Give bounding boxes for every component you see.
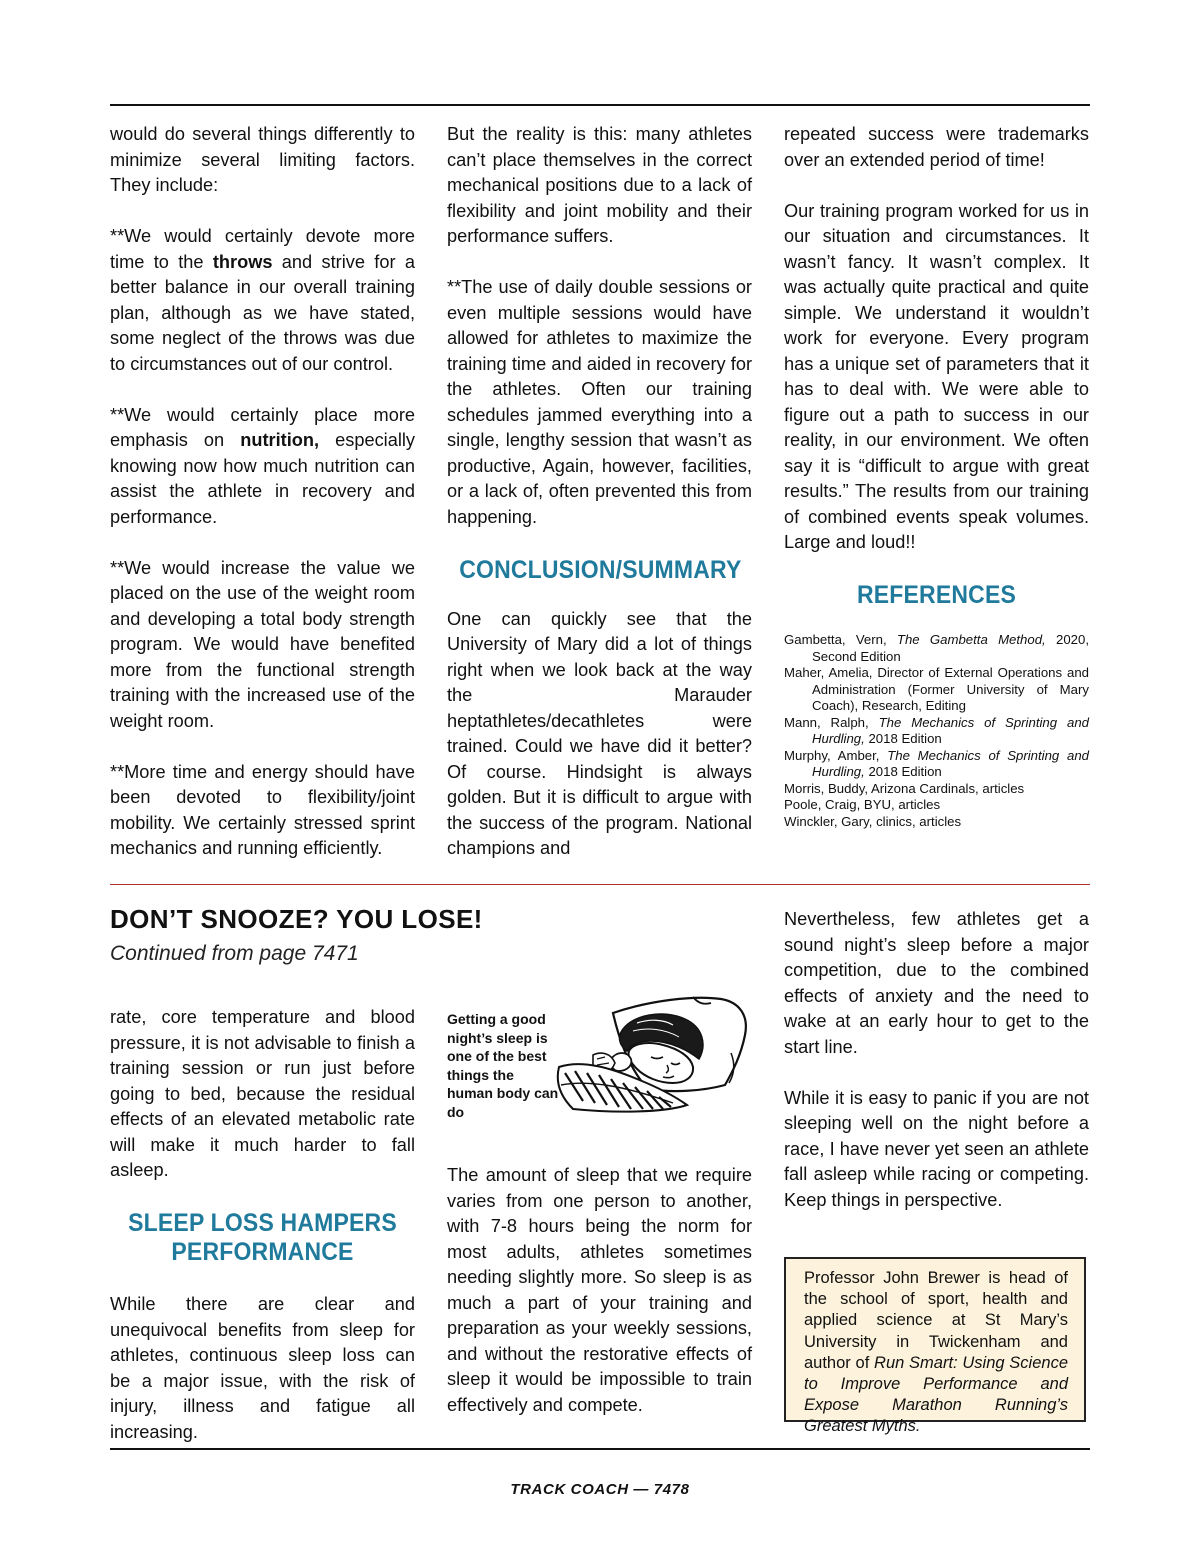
- reference-item: [784, 797, 1089, 814]
- top-column-1: [110, 122, 415, 887]
- reference-item: [784, 781, 1089, 798]
- heading-line: SLEEP LOSS HAMPERS: [128, 1209, 397, 1237]
- bio-text: Professor John Brewer is head of the school of sport, health and applied science at St Mary’s University in Twickenham and author of: [804, 1269, 1068, 1372]
- ref-text: 2018 Edition: [864, 764, 942, 779]
- ref-title: The Gambetta Method,: [896, 632, 1046, 647]
- top-col3-para-program: Our training program worked for us in our situation and circumstances. It wasn’t fancy. It wasn’t complex. It was actually quite practical and quite simple. We understand it wouldn’t work for everyone. Every program has a unique set of parameters that it has to deal with. We were able to figure out a path to success in our reality, in our environment. We often say it is “difficult to argue with great results.” The results from our training of combined events speak volumes. Large and loud!!: [784, 200, 1089, 552]
- ref-title: The Mechanics of Sprinting and Hurdling,: [812, 714, 1089, 746]
- article-col3-para-1: Nevertheless, few athletes get a sound night’s sleep before a major competition, due to the combined effects of anxiety and the need to wake at an early hour to get to the start line.: [784, 909, 1089, 1057]
- reference-item: [784, 748, 1089, 781]
- sleeping-woman-illustration: [553, 993, 753, 1115]
- author-bio: [804, 1268, 1068, 1438]
- throws-emphasis: throws: [212, 251, 273, 272]
- top-col1-para-throws: [110, 224, 415, 377]
- para-text: **We would certainly place more emphasis on: [110, 404, 415, 450]
- article-col3-para-2: While it is easy to panic if you are not sleeping well on the night before a race, I have never yet seen an athlete fall asleep while racing or competing. Keep things in perspective.: [784, 1087, 1089, 1210]
- bottom-rule: [110, 1448, 1090, 1450]
- ref-text: Poole, Craig, BYU, articles: [784, 797, 941, 812]
- conclusion-text: One can quickly see that the University of Mary did a lot of things right when we look back at the way the Marauder heptathletes/decathletes were trained. Could we have did it better? Of course. Hindsight is always golden. But it is difficult to argue with the success of the program. National champions and: [447, 608, 752, 858]
- para-text: and strive for a better balance in our overall training plan, although as we have stated, some neglect of the throws was due to circumstances out of our control.: [110, 251, 415, 374]
- para-text: especially knowing now how much nutrition can assist the athlete in recovery and performance.: [110, 430, 415, 527]
- reference-item: [784, 715, 1089, 748]
- ref-text: Winckler, Gary, clinics, articles: [784, 813, 962, 829]
- top-col1-para-weight-room: **We would increase the value we placed on the use of the weight room and developing a total body strength program. We would have benefited more from the functional strength training with the increased use of the weight room.: [110, 557, 415, 731]
- ref-text: 2020, Second Edition: [812, 632, 1089, 664]
- top-col2-para-reality: But the reality is this: many athletes can’t place themselves in the correct mechanical positions due to a lack of flexibility and joint mobility and their performance suffers.: [447, 124, 752, 246]
- nutrition-emphasis: nutrition,: [240, 430, 320, 450]
- ref-text: Mann, Ralph,: [784, 714, 879, 730]
- article-column-2: [447, 1163, 752, 1444]
- author-bio-box: [784, 1257, 1086, 1436]
- ref-text: Maher, Amelia, Director of External Operations and Administration (Former University of Mary Coach), Research, Editing: [784, 665, 1089, 713]
- top-rule: [110, 104, 1090, 106]
- references-list: [784, 632, 1089, 830]
- article-column-3: [784, 907, 1089, 1239]
- top-col2-para-sessions: **The use of daily double sessions or even multiple sessions would have allowed for athletes to maximize the training time and aided in recovery for the athletes. Often our training schedules jammed everything into a single, lengthy session that wasn’t as productive, Again, however, facilities, or a lack of, often prevented this from happening.: [447, 277, 752, 527]
- reference-item: [784, 632, 1089, 665]
- reference-item: [784, 665, 1089, 715]
- top-col1-para-intro: would do several things differently to minimize several limiting factors. They include:: [110, 124, 415, 195]
- para-text: **We would certainly devote more time to the: [110, 226, 415, 272]
- article-col1-body: While there are clear and unequivocal benefits from sleep for athletes, continuous sleep loss can be a major issue, with the risk of injury, illness and fatigue all increasing.: [110, 1294, 415, 1442]
- ref-title: The Mechanics of Sprinting and Hurdling,: [812, 747, 1089, 779]
- article-col2-body: The amount of sleep that we require varies from one person to another, with 7-8 hours being the norm for most adults, athletes sometimes needing slightly more. So sleep is as much a part of your training and preparation as your weekly sessions, and without the restorative effects of sleep it would be impossible to train effectively and compete.: [447, 1165, 752, 1415]
- article-subtitle: Continued from page 7471: [110, 942, 359, 965]
- top-column-3: [784, 122, 1089, 830]
- heading-line: PERFORMANCE: [171, 1238, 354, 1266]
- book-title: Run Smart: Using Science to Improve Performance and Expose Marathon Running’s Greatest Myths.: [804, 1353, 1068, 1436]
- section-divider: [110, 884, 1090, 885]
- top-col3-para-success: repeated success were trademarks over an extended period of time!: [784, 124, 1089, 170]
- ref-text: 2018 Edition: [864, 731, 942, 746]
- sleep-loss-heading: [122, 1209, 403, 1267]
- top-column-2: [447, 122, 752, 887]
- article-title: DON’T SNOOZE? YOU LOSE!: [110, 904, 483, 934]
- references-heading: REFERENCES: [856, 581, 1017, 609]
- ref-text: Morris, Buddy, Arizona Cardinals, articles: [784, 780, 1025, 796]
- article-column-1: [110, 1005, 415, 1471]
- conclusion-heading: CONCLUSION/SUMMARY: [459, 555, 742, 584]
- page-footer: TRACK COACH — 7478: [510, 1481, 690, 1498]
- photo-caption: Getting a good night’s sleep is one of the best things the human body can do: [447, 1011, 559, 1120]
- reference-item: [784, 814, 1089, 831]
- ref-text: Murphy, Amber,: [784, 747, 888, 763]
- top-col1-para-nutrition: [110, 403, 415, 531]
- top-col1-para-flexibility: **More time and energy should have been devoted to flexibility/joint mobility. We certainly stressed sprint mechanics and running efficiently.: [110, 761, 415, 858]
- ref-text: Gambetta, Vern,: [784, 632, 897, 647]
- article-col1-intro: rate, core temperature and blood pressure, it is not advisable to finish a training session or run just before going to bed, because the residual effects of an elevated metabolic rate will make it much harder to fall asleep.: [110, 1007, 415, 1180]
